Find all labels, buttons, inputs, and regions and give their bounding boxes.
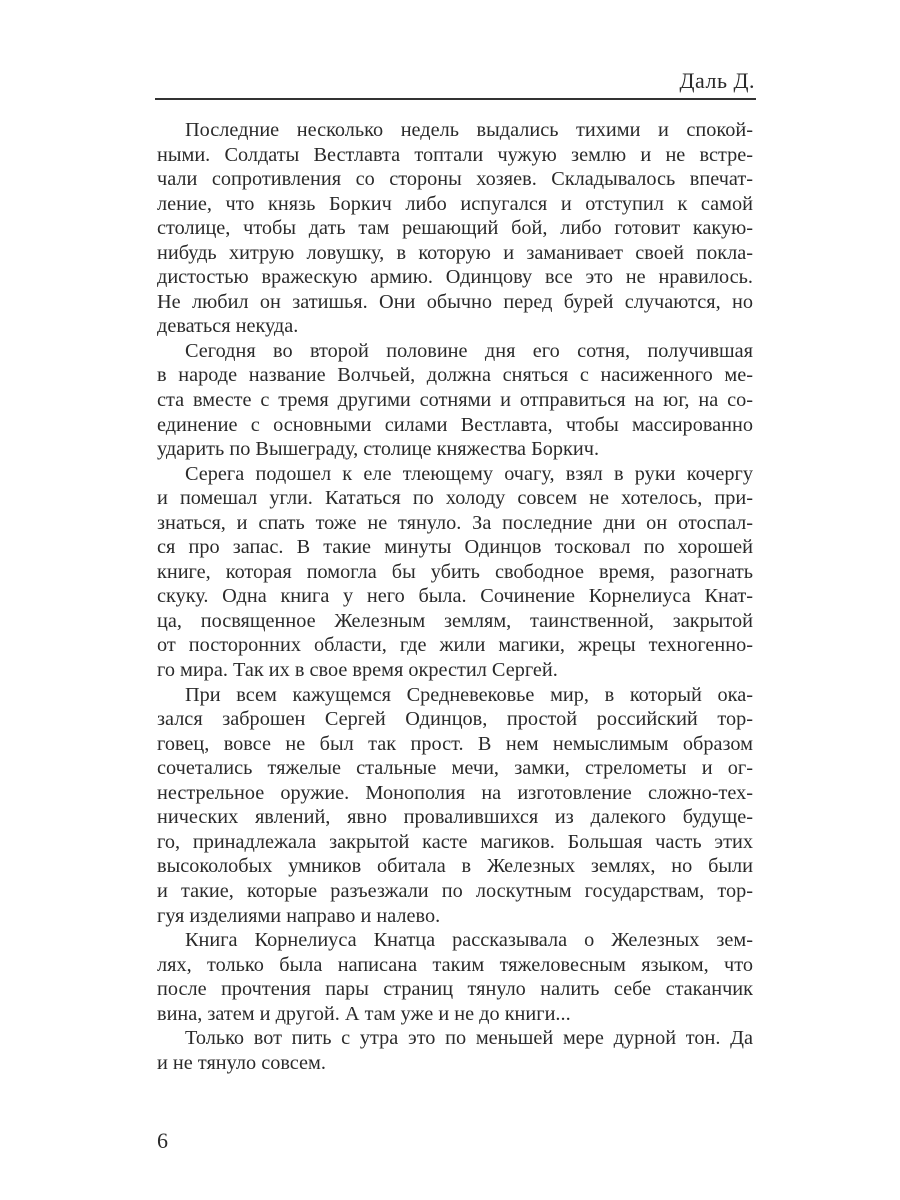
text-line: лях, только была написана таким тяжеловесным языком, что (157, 953, 753, 976)
text-line: нических явлений, явно провалившихся из далекого будуще- (157, 806, 753, 829)
text-line: после прочтения пары страниц тянуло налить себе стаканчик (157, 978, 753, 1001)
text-line: ударить по Вышеграду, столице княжества Боркич. (157, 438, 600, 461)
text-line: Серега подошел к еле тлеющему очагу, взял в руки кочергу (185, 462, 753, 485)
text-line: говец, вовсе не был так прост. В нем немыслимым образом (157, 732, 753, 755)
paragraph (157, 462, 753, 683)
text-line: знаться, и спать тоже не тянуло. За последние дни он отоспал- (157, 511, 753, 534)
text-line: ными. Солдаты Вестлавта топтали чужую землю и не встре- (157, 143, 753, 166)
text-line: книге, которая помогла бы убить свободное время, разогнать (157, 560, 753, 583)
text-line: в народе название Волчьей, должна сняться с насиженного ме- (157, 364, 753, 387)
paragraph (157, 683, 753, 928)
text-line: ца, посвященное Железным землям, таинственной, закрытой (157, 609, 753, 632)
text-line: вина, затем и другой. А там уже и не до книги... (157, 1002, 571, 1025)
text-line: чали сопротивления со стороны хозяев. Складывалось впечат- (157, 168, 753, 191)
text-line: сочетались тяжелые стальные мечи, замки, стрелометы и ог- (157, 757, 753, 780)
text-line: высоколобых умников обитала в Железных землях, но были (157, 855, 753, 878)
paragraph (157, 118, 753, 339)
text-line: и помешал угли. Кататься по холоду совсем не хотелось, при- (157, 487, 753, 510)
running-head: Даль Д. (679, 68, 755, 93)
text-line: Последние несколько недель выдались тихими и спокой- (185, 119, 753, 141)
text-line: При всем кажущемся Средневековье мир, в который ока- (185, 683, 753, 706)
text-line: столице, чтобы дать там решающий бой, либо готовит какую- (157, 217, 753, 240)
paragraph (157, 1026, 753, 1075)
paragraph (157, 928, 753, 1026)
text-line: ста вместе с тремя другими сотнями и отправиться на юг, на со- (157, 389, 753, 412)
text-line: и такие, которые разъезжали по лоскутным государствам, тор- (157, 879, 753, 902)
text-line: дистостью вражескую армию. Одинцову все это не нравилось. (157, 266, 753, 289)
text-line: го, принадлежала закрытой касте магиков. Большая часть этих (157, 830, 753, 853)
text-line: нестрельное оружие. Монополия на изготовление сложно-тех- (157, 781, 753, 804)
text-line: ся про запас. В такие минуты Одинцов тосковал по хорошей (157, 536, 753, 559)
text-line: го мира. Так их в свое время окрестил Сергей. (157, 659, 558, 682)
text-line: единение с основными силами Вестлавта, чтобы массированно (157, 413, 753, 436)
text-line: Только вот пить с утра это по меньшей мере дурной тон. Да (185, 1027, 753, 1050)
body-text (157, 118, 753, 1075)
text-line: Сегодня во второй половине дня его сотня, получившая (185, 339, 753, 362)
text-line: скуку. Одна книга у него была. Сочинение Корнелиуса Кнат- (157, 585, 753, 608)
text-line: нибудь хитрую ловушку, в которую и заманивает своей покла- (157, 241, 753, 264)
text-line: Не любил он затишья. Они обычно перед бурей случаются, но (157, 290, 753, 313)
text-line: и не тянуло совсем. (157, 1051, 326, 1074)
text-line: от посторонних области, где жили магики, жрецы техногенно- (157, 634, 753, 657)
text-line: зался заброшен Сергей Одинцов, простой российский тор- (157, 708, 753, 731)
header-rule (155, 98, 756, 100)
text-line: Книга Корнелиуса Кнатца рассказывала о Железных зем- (185, 929, 753, 952)
page-number: 6 (157, 1128, 168, 1153)
text-line: ление, что князь Боркич либо испугался и отступил к самой (157, 192, 753, 215)
paragraph (157, 339, 753, 462)
text-line: гуя изделиями направо и налево. (157, 904, 441, 927)
text-line: деваться некуда. (157, 315, 299, 338)
